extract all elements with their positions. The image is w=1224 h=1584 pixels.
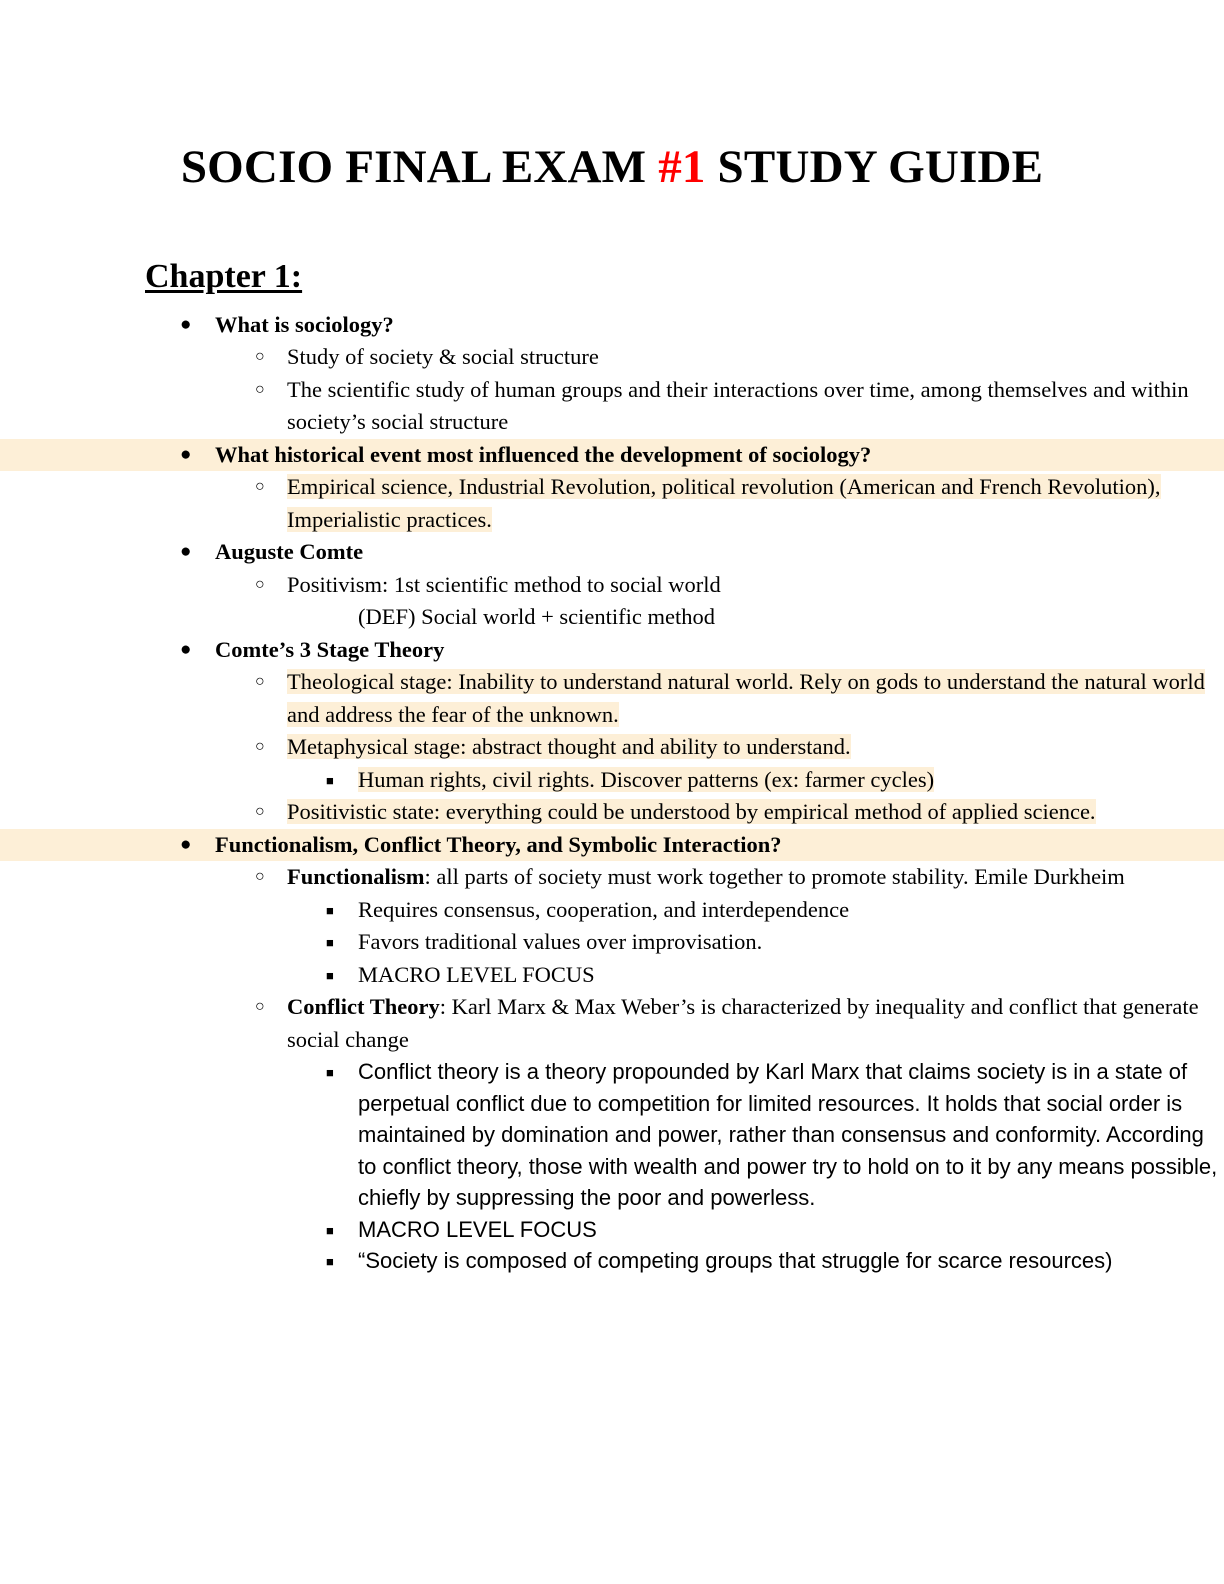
outline-item-body: : Karl Marx & Max Weber’s is characterized by inequality and conflict that generate social change bbox=[287, 994, 1199, 1052]
outline-item-text bbox=[287, 864, 1125, 889]
bullet-circle-icon: ○ bbox=[255, 478, 265, 496]
bullet-circle-icon: ○ bbox=[255, 380, 265, 398]
bullet-disc-icon: ● bbox=[180, 313, 192, 335]
bullet-square-icon: ■ bbox=[326, 1254, 334, 1270]
outline-item bbox=[0, 666, 1224, 731]
bullet-circle-icon: ○ bbox=[255, 575, 265, 593]
outline-item-lead-term: Conflict Theory bbox=[287, 994, 440, 1020]
bullet-square-icon: ■ bbox=[326, 1065, 334, 1081]
bullet-square-icon: ■ bbox=[326, 1222, 334, 1238]
outline-item-text: MACRO LEVEL FOCUS bbox=[358, 1216, 597, 1242]
outline-item bbox=[0, 796, 1224, 829]
outline-item bbox=[0, 926, 1224, 959]
outline-list bbox=[0, 298, 1224, 1277]
outline-item bbox=[0, 731, 1224, 764]
outline-item-text: Metaphysical stage: abstract thought and ability to understand. bbox=[287, 734, 851, 760]
outline-item bbox=[0, 439, 1224, 472]
bullet-disc-icon: ● bbox=[180, 833, 192, 855]
outline-item-text: Comte’s 3 Stage Theory bbox=[215, 636, 445, 662]
bullet-disc-icon: ● bbox=[180, 541, 192, 563]
outline-item-text: Empirical science, Industrial Revolution, political revolution (American and French Revolution), Imperialistic practices. bbox=[287, 474, 1161, 532]
outline-item-text: Study of society & social structure bbox=[287, 344, 599, 370]
bullet-square-icon: ■ bbox=[326, 935, 334, 951]
outline-item bbox=[0, 1245, 1224, 1277]
outline-item bbox=[0, 309, 1224, 342]
title-accent-number: #1 bbox=[658, 141, 706, 193]
outline-item-text: The scientific study of human groups and their interactions over time, among themselves and within society’s social structure bbox=[287, 376, 1189, 435]
outline-item bbox=[0, 1056, 1224, 1214]
outline-item bbox=[0, 829, 1224, 862]
outline-item bbox=[0, 861, 1224, 894]
outline-item bbox=[0, 959, 1224, 992]
bullet-circle-icon: ○ bbox=[255, 738, 265, 756]
outline-item-body: : all parts of society must work together to promote stability. Emile Durkheim bbox=[424, 864, 1125, 890]
outline-item-text: Theological stage: Inability to understand natural world. Rely on gods to understand the natural world and address the fear of the unknown. bbox=[287, 669, 1205, 727]
outline-item-lead-term: Functionalism bbox=[287, 864, 425, 890]
bullet-disc-icon: ● bbox=[180, 443, 192, 465]
bullet-square-icon: ■ bbox=[326, 772, 334, 788]
bullet-circle-icon: ○ bbox=[255, 868, 265, 886]
outline-item-text: What historical event most influenced the development of sociology? bbox=[215, 441, 872, 467]
outline-item-text: (DEF) Social world + scientific method bbox=[358, 604, 715, 630]
bullet-disc-icon: ● bbox=[180, 638, 192, 660]
outline-item-text: Human rights, civil rights. Discover patterns (ex: farmer cycles) bbox=[358, 766, 935, 792]
outline-item-text: Auguste Comte bbox=[215, 539, 364, 565]
outline-item bbox=[0, 991, 1224, 1056]
page-title bbox=[0, 0, 1224, 194]
outline-item bbox=[0, 894, 1224, 927]
outline-item-text: Functionalism, Conflict Theory, and Symbolic Interaction? bbox=[215, 831, 782, 857]
bullet-square-icon: ■ bbox=[326, 902, 334, 918]
outline-item-text: Positivism: 1st scientific method to social world bbox=[287, 571, 721, 597]
outline-item-text: Conflict theory is a theory propounded by Karl Marx that claims society is in a state of perpetual conflict due to competition for limited resources. It holds that social order is maintained by domination and power, rather than consensus and conformity. According to conflict theory, those with wealth and power try to hold on to it by any means possible, chiefly by suppressing the poor and powerless. bbox=[358, 1059, 1218, 1211]
bullet-square-icon: ■ bbox=[326, 967, 334, 983]
outline-item bbox=[0, 569, 1224, 602]
outline-item bbox=[0, 341, 1224, 374]
title-part-1: SOCIO FINAL EXAM bbox=[180, 141, 659, 193]
outline-item-text: MACRO LEVEL FOCUS bbox=[358, 961, 595, 987]
outline-item bbox=[0, 1214, 1224, 1246]
outline-item-text: What is sociology? bbox=[215, 311, 394, 337]
chapter-heading-label: Chapter 1: bbox=[145, 258, 303, 296]
outline-item bbox=[0, 601, 1224, 634]
outline-item bbox=[0, 536, 1224, 569]
outline-item-text bbox=[287, 994, 1199, 1052]
title-part-3: STUDY GUIDE bbox=[705, 141, 1044, 193]
bullet-circle-icon: ○ bbox=[255, 348, 265, 366]
outline-item bbox=[0, 374, 1224, 439]
bullet-circle-icon: ○ bbox=[255, 673, 265, 691]
chapter-heading bbox=[0, 194, 1224, 298]
outline-item bbox=[0, 764, 1224, 797]
outline-item bbox=[0, 471, 1224, 536]
outline-item-text: “Society is composed of competing groups that struggle for scarce resources) bbox=[358, 1248, 1113, 1274]
outline-item bbox=[0, 634, 1224, 667]
outline-item-text: Positivistic state: everything could be understood by empirical method of applied science. bbox=[287, 799, 1096, 825]
outline-item-text: Requires consensus, cooperation, and interdependence bbox=[358, 896, 850, 922]
bullet-circle-icon: ○ bbox=[255, 803, 265, 821]
outline-item-text: Favors traditional values over improvisation. bbox=[358, 929, 763, 955]
bullet-circle-icon: ○ bbox=[255, 998, 265, 1016]
